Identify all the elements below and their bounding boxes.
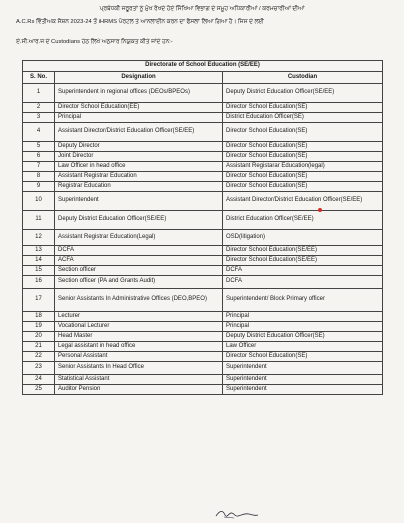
row-sno: 6 <box>23 152 55 162</box>
row-custodian: Director School Education(SE) <box>223 172 383 182</box>
row-designation: Head Master <box>55 332 223 342</box>
row-designation: Section officer (PA and Grants Audit) <box>55 276 223 289</box>
table-row <box>23 256 383 266</box>
custodian-table <box>22 60 383 395</box>
intro-line-2: A.C.Rs ਵਿੱਤੀਅਕ ਸੈਸ਼ਨ 2023-24 ਤੋਂ iHRMS ਪੋਰਟਲ ਤੇ ਆਨਲਾਈਨ ਕਰਨ ਦਾ ਫੈਸਲਾ ਲਿਆ ਗਿਆ ਹੈ। ਜਿਸ ਦੇ ਲਈ <box>16 19 264 25</box>
row-sno: 20 <box>23 332 55 342</box>
table-row <box>23 342 383 352</box>
table-row <box>23 230 383 246</box>
row-designation: Registrar Education <box>55 182 223 192</box>
row-custodian: Director School Education(SE/EE) <box>223 246 383 256</box>
row-sno: 12 <box>23 230 55 246</box>
row-sno: 1 <box>23 84 55 103</box>
row-custodian: Director School Education(SE) <box>223 142 383 152</box>
row-custodian: DCFA <box>223 276 383 289</box>
row-designation: Senior Assistants In Head Office <box>55 362 223 375</box>
table-row <box>23 362 383 375</box>
row-sno: 21 <box>23 342 55 352</box>
row-designation: Senior Assistants In Administrative Offices (DEO,BPEO) <box>55 289 223 312</box>
row-designation: Vocational Lecturer <box>55 322 223 332</box>
row-custodian: Superintendent/ Block Primary officer <box>223 289 383 312</box>
row-custodian: Director School Education(SE) <box>223 103 383 113</box>
table-row <box>23 84 383 103</box>
row-designation: Lecturer <box>55 312 223 322</box>
row-custodian: Law Officer <box>223 342 383 352</box>
table-row <box>23 182 383 192</box>
table-row <box>23 276 383 289</box>
table-row <box>23 266 383 276</box>
table-row <box>23 192 383 211</box>
row-sno: 11 <box>23 211 55 230</box>
table-row <box>23 385 383 395</box>
row-sno: 7 <box>23 162 55 172</box>
row-sno: 14 <box>23 256 55 266</box>
row-sno: 19 <box>23 322 55 332</box>
row-sno: 17 <box>23 289 55 312</box>
table-row <box>23 142 383 152</box>
row-designation: Section officer <box>55 266 223 276</box>
table-row <box>23 375 383 385</box>
row-designation: Assistant Registrar Education <box>55 172 223 182</box>
table-row <box>23 352 383 362</box>
row-designation: Deputy Director <box>55 142 223 152</box>
row-custodian: Superintendent <box>223 385 383 395</box>
signature-mark <box>214 507 260 521</box>
row-designation: Auditor Pension <box>55 385 223 395</box>
row-custodian: Director School Education(SE) <box>223 352 383 362</box>
table-row <box>23 289 383 312</box>
table-row <box>23 211 383 230</box>
table-row <box>23 312 383 322</box>
row-designation: Personal Assistant <box>55 352 223 362</box>
red-dot-mark <box>318 208 322 212</box>
row-designation: Superintendent <box>55 192 223 211</box>
row-designation: Director School Education(EE) <box>55 103 223 113</box>
row-custodian: OSD(litigation) <box>223 230 383 246</box>
row-sno: 8 <box>23 172 55 182</box>
row-sno: 5 <box>23 142 55 152</box>
row-sno: 18 <box>23 312 55 322</box>
row-sno: 9 <box>23 182 55 192</box>
row-custodian: Director School Education(SE) <box>223 182 383 192</box>
header-sno: S. No. <box>23 72 55 84</box>
row-custodian: Principal <box>223 312 383 322</box>
row-designation: ACFA <box>55 256 223 266</box>
header-custodian: Custodian <box>223 72 383 84</box>
row-custodian: Principal <box>223 322 383 332</box>
row-sno: 15 <box>23 266 55 276</box>
row-custodian: DCFA <box>223 266 383 276</box>
header-designation: Designation <box>55 72 223 84</box>
row-designation: Legal assistant in head office <box>55 342 223 352</box>
row-designation: Joint Director <box>55 152 223 162</box>
row-designation: Law Officer in head office <box>55 162 223 172</box>
row-custodian: Director School Education(SE/EE) <box>223 256 383 266</box>
table-row <box>23 246 383 256</box>
table-body <box>23 84 383 395</box>
directorate-title: Directorate of School Education (SE/EE) <box>23 61 383 72</box>
row-designation: DCFA <box>55 246 223 256</box>
row-sno: 23 <box>23 362 55 375</box>
row-sno: 25 <box>23 385 55 395</box>
table-row <box>23 103 383 113</box>
row-designation: Superintendent in regional offices (DEOs/BPEOs) <box>55 84 223 103</box>
row-custodian: District Education Officer(SE/EE) <box>223 211 383 230</box>
table-row <box>23 162 383 172</box>
row-sno: 2 <box>23 103 55 113</box>
table-row <box>23 152 383 162</box>
row-custodian: District Education Officer(SE) <box>223 113 383 123</box>
row-custodian: Assistant Director/District Education Officer(SE/EE) <box>223 192 383 211</box>
intro-line-1: ਪ੍ਰਬੰਧਕੀ ਜਰੂਰਤਾਂ ਨੂੰ ਮੁੱਖ ਰੱਖਦੇ ਹੋਏ ਸਿੱਖਿਆ ਵਿਭਾਗ ਦੇ ਸਮੂਹ ਅਧਿਕਾਰੀਆਂ / ਕਰਮਚਾਰੀਆਂ ਦੀਆਂ <box>99 6 305 12</box>
row-sno: 13 <box>23 246 55 256</box>
table-row <box>23 172 383 182</box>
row-sno: 4 <box>23 123 55 142</box>
table-row <box>23 332 383 342</box>
row-designation: Deputy District Education Officer(SE/EE) <box>55 211 223 230</box>
intro-line-3: ਏ.ਸੀ.ਆਰ.ਜ ਦੇ Custodians ਹੇਠ ਲਿਖੇ ਅਨੁਸਾਰ ਨਿਯੁਕਤ ਕੀਤੇ ਜਾਂਦੇ ਹਨ:- <box>16 39 173 45</box>
row-custodian: Deputy District Education Officer(SE) <box>223 332 383 342</box>
row-designation: Principal <box>55 113 223 123</box>
row-designation: Assistant Registrar Education(Legal) <box>55 230 223 246</box>
row-sno: 24 <box>23 375 55 385</box>
row-custodian: Superintendent <box>223 362 383 375</box>
table-row <box>23 123 383 142</box>
table-row <box>23 322 383 332</box>
row-custodian: Assistant Registarar Education(legal) <box>223 162 383 172</box>
row-custodian: Deputy District Education Officer(SE/EE) <box>223 84 383 103</box>
row-custodian: Director School Education(SE) <box>223 123 383 142</box>
row-custodian: Director School Education(SE) <box>223 152 383 162</box>
row-designation: Assistant Director/District Education Officer(SE/EE) <box>55 123 223 142</box>
row-sno: 22 <box>23 352 55 362</box>
row-designation: Statistical Assistant <box>55 375 223 385</box>
row-custodian: Superintendent <box>223 375 383 385</box>
row-sno: 16 <box>23 276 55 289</box>
table-row <box>23 113 383 123</box>
row-sno: 10 <box>23 192 55 211</box>
row-sno: 3 <box>23 113 55 123</box>
